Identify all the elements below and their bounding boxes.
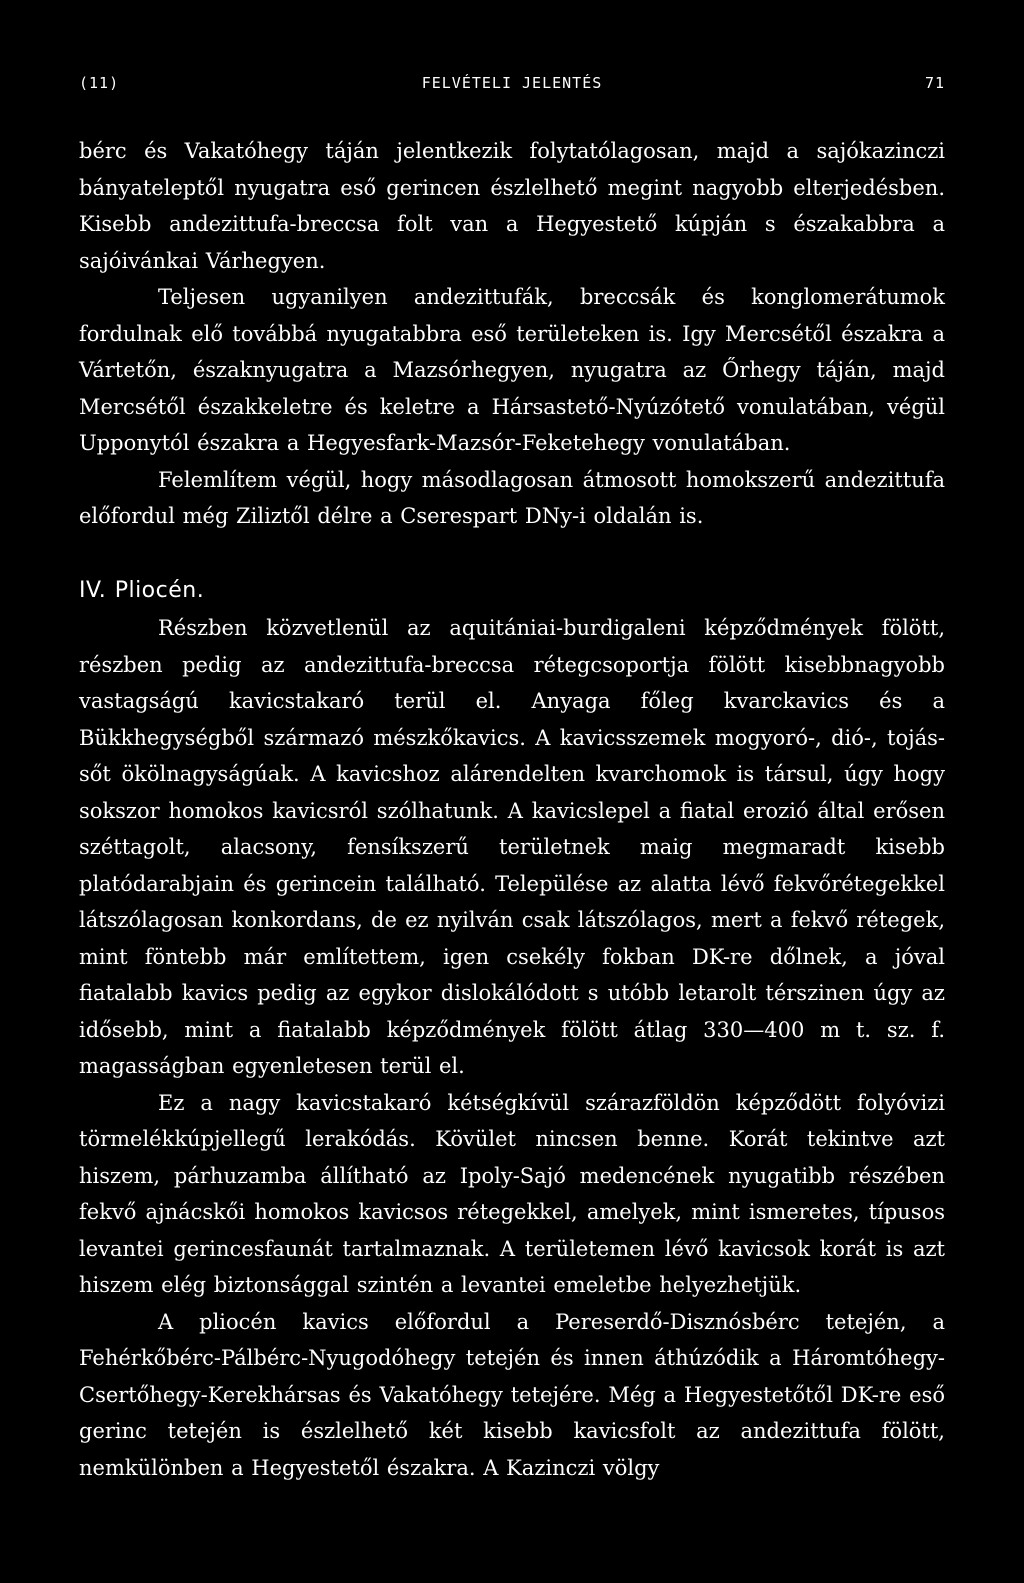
header-title: FELVÉTELI JELENTÉS [421,74,603,92]
page-number: 71 [924,74,945,92]
header-section-number: (11) [79,74,120,92]
running-header [79,68,945,98]
body-text [79,133,945,1486]
paragraph: Teljesen ugyanilyen andezittufák, breccsák és konglomerátumok fordulnak elő továbbá nyugatabbra eső területeken is. Igy Mercsétől északra a Vártetőn, északnyugatra a Mazsórhegyen, nyugatra az Őrhegy táján, majd Mercsétől északkeletre és keletre a Hársastető-Nyúzótető vonulatában, végül Upponytól északra a Hegyesfark-Mazsór-Feketehegy vonulatában. [79,285,945,455]
paragraph: Felemlítem végül, hogy másodlagosan átmosott homokszerű andezittufa előfordul még Ziliztől délre a Cserespart DNy-i oldalán is. [79,467,945,528]
paragraph: Részben közvetlenül az aquitániai-burdigaleni képződmények fölött, részben pedig az andezittufa-breccsa rétegcsoportja fölött kisebbnagyobb vastagságú kavicstakaró terül el. Anyaga főleg kvarckavics és a Bükkhegységből származó mészkőkavics. A kavicsszemek mogyoró-, dió-, tojás- sőt ökölnagyságúak. A kavicshoz alárendelten kvarchomok is társul, úgy hogy sokszor homokos kavicsról szólhatunk. A kavicslepel a fiatal erozió által erősen széttagolt, alacsony, fensíkszerű területnek maig megmaradt kisebb platódarabjain és gerincein található. Települése az alatta lévő fekvőrétegekkel látszólagosan konkordans, de ez nyilván csak látszólagos, mert a fekvő rétegek, mint föntebb már említettem, igen csekély fokban DK-re dőlnek, a jóval fiatalabb kavics pedig az egykor dislokálódott s utóbb letarolt térszinen úgy az idősebb, mint a fiatalabb képződmények fölött átlag 330—400 m t. sz. f. magasságban egyenletesen terül el. [79,616,945,1078]
paragraph-continued: bérc és Vakatóhegy táján jelentkezik folytatólagosan, majd a sajókazinczi bányateleptől nyugatra eső gerincen észlelhető megint nagyobb elterjedésben. Kisebb andezittufa-breccsa folt van a Hegyestető kúpján s északabbra a sajóivánkai Várhegyen. [79,139,945,273]
section-heading: IV. Pliocén. [79,577,205,603]
paragraph: A pliocén kavics előfordul a Pereserdő-Disznósbérc tetején, a Fehérkőbérc-Pálbérc-Nyugodóhegy tetején és innen áthúzódik a Háromtóhegy-Csertőhegy-Kerekhársas és Vakatóhegy tetejére. Még a Hegyestetőtől DK-re eső gerinc tetején is észlelhető két kisebb kavicsfolt az andezittufa fölött, nemkülönben a Hegyestetől északra. A Kazinczi völgy [79,1309,945,1480]
paragraph: Ez a nagy kavicstakaró kétségkívül szárazföldön képződött folyóvizi törmelékkúpjellegű lerakódás. Kövület nincsen benne. Korát tekintve azt hiszem, párhuzamba állítható az Ipoly-Sajó medencének nyugatibb részében fekvő ajnácskői homokos kavicsos rétegekkel, amelyek, mint ismeretes, típusos levantei gerincesfaunát tartalmaznak. A területemen lévő kavicsok korát is azt hiszem elég biztonsággal szintén a levantei emeletbe helyezhetjük. [79,1090,945,1297]
